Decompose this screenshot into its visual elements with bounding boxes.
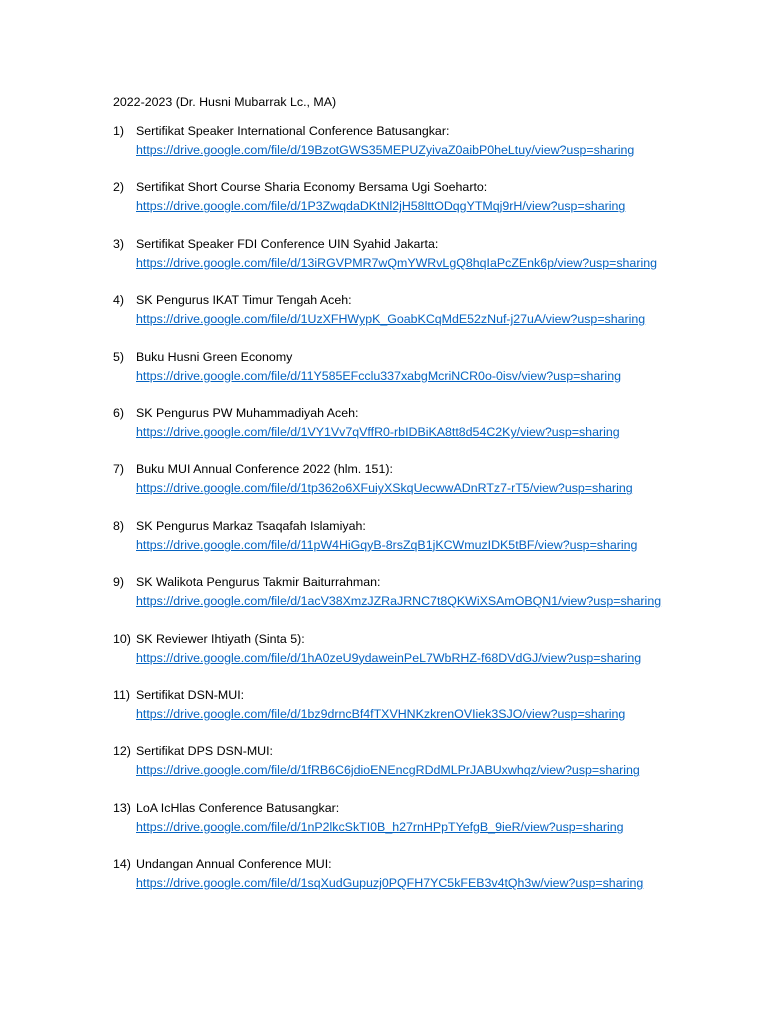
item-number: 10) (113, 631, 131, 646)
item-drive-link[interactable]: https://drive.google.com/file/d/1nP2lkcSkTI0B_h27rnHPpTYefgB_9ieR/view?usp=sharing (136, 819, 624, 834)
item-drive-link[interactable]: https://drive.google.com/file/d/1acV38XmzJZRaJRNC7t8QKWiXSAmOBQN1/view?usp=sharing (136, 594, 662, 609)
item-number: 6) (113, 405, 125, 420)
item-number: 4) (113, 293, 125, 308)
item-drive-link[interactable]: https://drive.google.com/file/d/1sqXudGupuzj0PQFH7YC5kFEB3v4tQh3w/view?usp=sharing (136, 876, 644, 891)
list-item (113, 122, 733, 178)
list-item (113, 686, 733, 742)
item-title: Sertifikat Speaker International Conference Batusangkar: (136, 124, 450, 138)
item-drive-link[interactable]: https://drive.google.com/file/d/1bz9drncBf4fTXVHNKzkrenOVIiek3SJO/view?usp=sharing (136, 706, 626, 721)
item-number: 2) (113, 180, 125, 195)
item-drive-link[interactable]: https://drive.google.com/file/d/1fRB6C6jdioENEncgRDdMLPrJABUxwhqz/view?usp=sharing (136, 763, 640, 778)
list-item (113, 630, 733, 686)
list-item (113, 460, 733, 516)
item-title: SK Pengurus Markaz Tsaqafah Islamiyah: (136, 518, 366, 533)
item-title: Buku Husni Green Economy (136, 349, 293, 364)
item-number: 14) (113, 857, 131, 872)
item-title: Sertifikat DSN-MUI: (136, 687, 245, 702)
list-item (113, 291, 733, 347)
list-item (113, 517, 733, 573)
item-drive-link[interactable]: https://drive.google.com/file/d/11Y585EFcclu337xabgMcriNCR0o-0isv/view?usp=sharing (136, 368, 621, 383)
item-number: 5) (113, 349, 125, 364)
item-title: Sertifikat Speaker FDI Conference UIN Syahid Jakarta: (136, 236, 439, 251)
item-title: SK Pengurus PW Muhammadiyah Aceh: (136, 405, 359, 420)
item-number: 11) (113, 687, 130, 702)
item-drive-link[interactable]: https://drive.google.com/file/d/1UzXFHWypK_GoabKCqMdE52zNuf-j27uA/view?usp=sharing (136, 312, 646, 327)
item-title: Sertifikat DPS DSN-MUI: (136, 744, 274, 759)
item-title: SK Walikota Pengurus Takmir Baiturrahman: (136, 575, 381, 590)
item-title: SK Reviewer Ihtiyath (Sinta 5): (136, 631, 305, 646)
item-number: 9) (113, 575, 125, 590)
item-title: Undangan Annual Conference MUI: (136, 857, 332, 872)
item-title: Sertifikat Short Course Sharia Economy Bersama Ugi Soeharto: (136, 180, 488, 195)
item-number: 1) (113, 124, 125, 138)
list-item (113, 178, 733, 234)
list-item (113, 799, 733, 855)
document-heading: 2022-2023 (Dr. Husni Mubarrak Lc., MA) (113, 95, 337, 109)
list-item (113, 742, 733, 798)
item-number: 7) (113, 462, 125, 477)
item-number: 13) (113, 800, 131, 815)
list-item (113, 348, 733, 404)
list-item (113, 855, 733, 911)
item-number: 12) (113, 744, 131, 759)
item-number: 8) (113, 518, 125, 533)
list-item (113, 235, 733, 291)
item-drive-link[interactable]: https://drive.google.com/file/d/13iRGVPMR7wQmYWRvLgQ8hqIaPcZEnk6p/view?usp=sharing (136, 255, 657, 270)
item-title: Buku MUI Annual Conference 2022 (hlm. 151): (136, 462, 393, 477)
item-number: 3) (113, 236, 125, 251)
item-drive-link[interactable]: https://drive.google.com/file/d/1hA0zeU9ydaweinPeL7WbRHZ-f68DVdGJ/view?usp=sharing (136, 650, 642, 665)
item-title: LoA IcHlas Conference Batusangkar: (136, 800, 340, 815)
item-drive-link[interactable]: https://drive.google.com/file/d/11pW4HiGqyB-8rsZqB1jKCWmuzIDK5tBF/view?usp=sharing (136, 537, 638, 552)
item-drive-link[interactable]: https://drive.google.com/file/d/1P3ZwqdaDKtNl2jH58lttODqgYTMqj9rH/view?usp=sharing (136, 199, 626, 214)
list-item (113, 573, 733, 629)
item-title: SK Pengurus IKAT Timur Tengah Aceh: (136, 293, 352, 308)
item-drive-link[interactable]: https://drive.google.com/file/d/19BzotGWS35MEPUZyivaZ0aibP0heLtuy/view?usp=sharing (136, 143, 635, 157)
list-item (113, 404, 733, 460)
item-drive-link[interactable]: https://drive.google.com/file/d/1tp362o6XFuiyXSkqUecwwADnRTz7-rT5/view?usp=sharing (136, 481, 633, 496)
item-drive-link[interactable]: https://drive.google.com/file/d/1VY1Vv7qVffR0-rbIDBiKA8tt8d54C2Ky/view?usp=sharing (136, 424, 620, 439)
certificate-link-list (113, 122, 733, 911)
